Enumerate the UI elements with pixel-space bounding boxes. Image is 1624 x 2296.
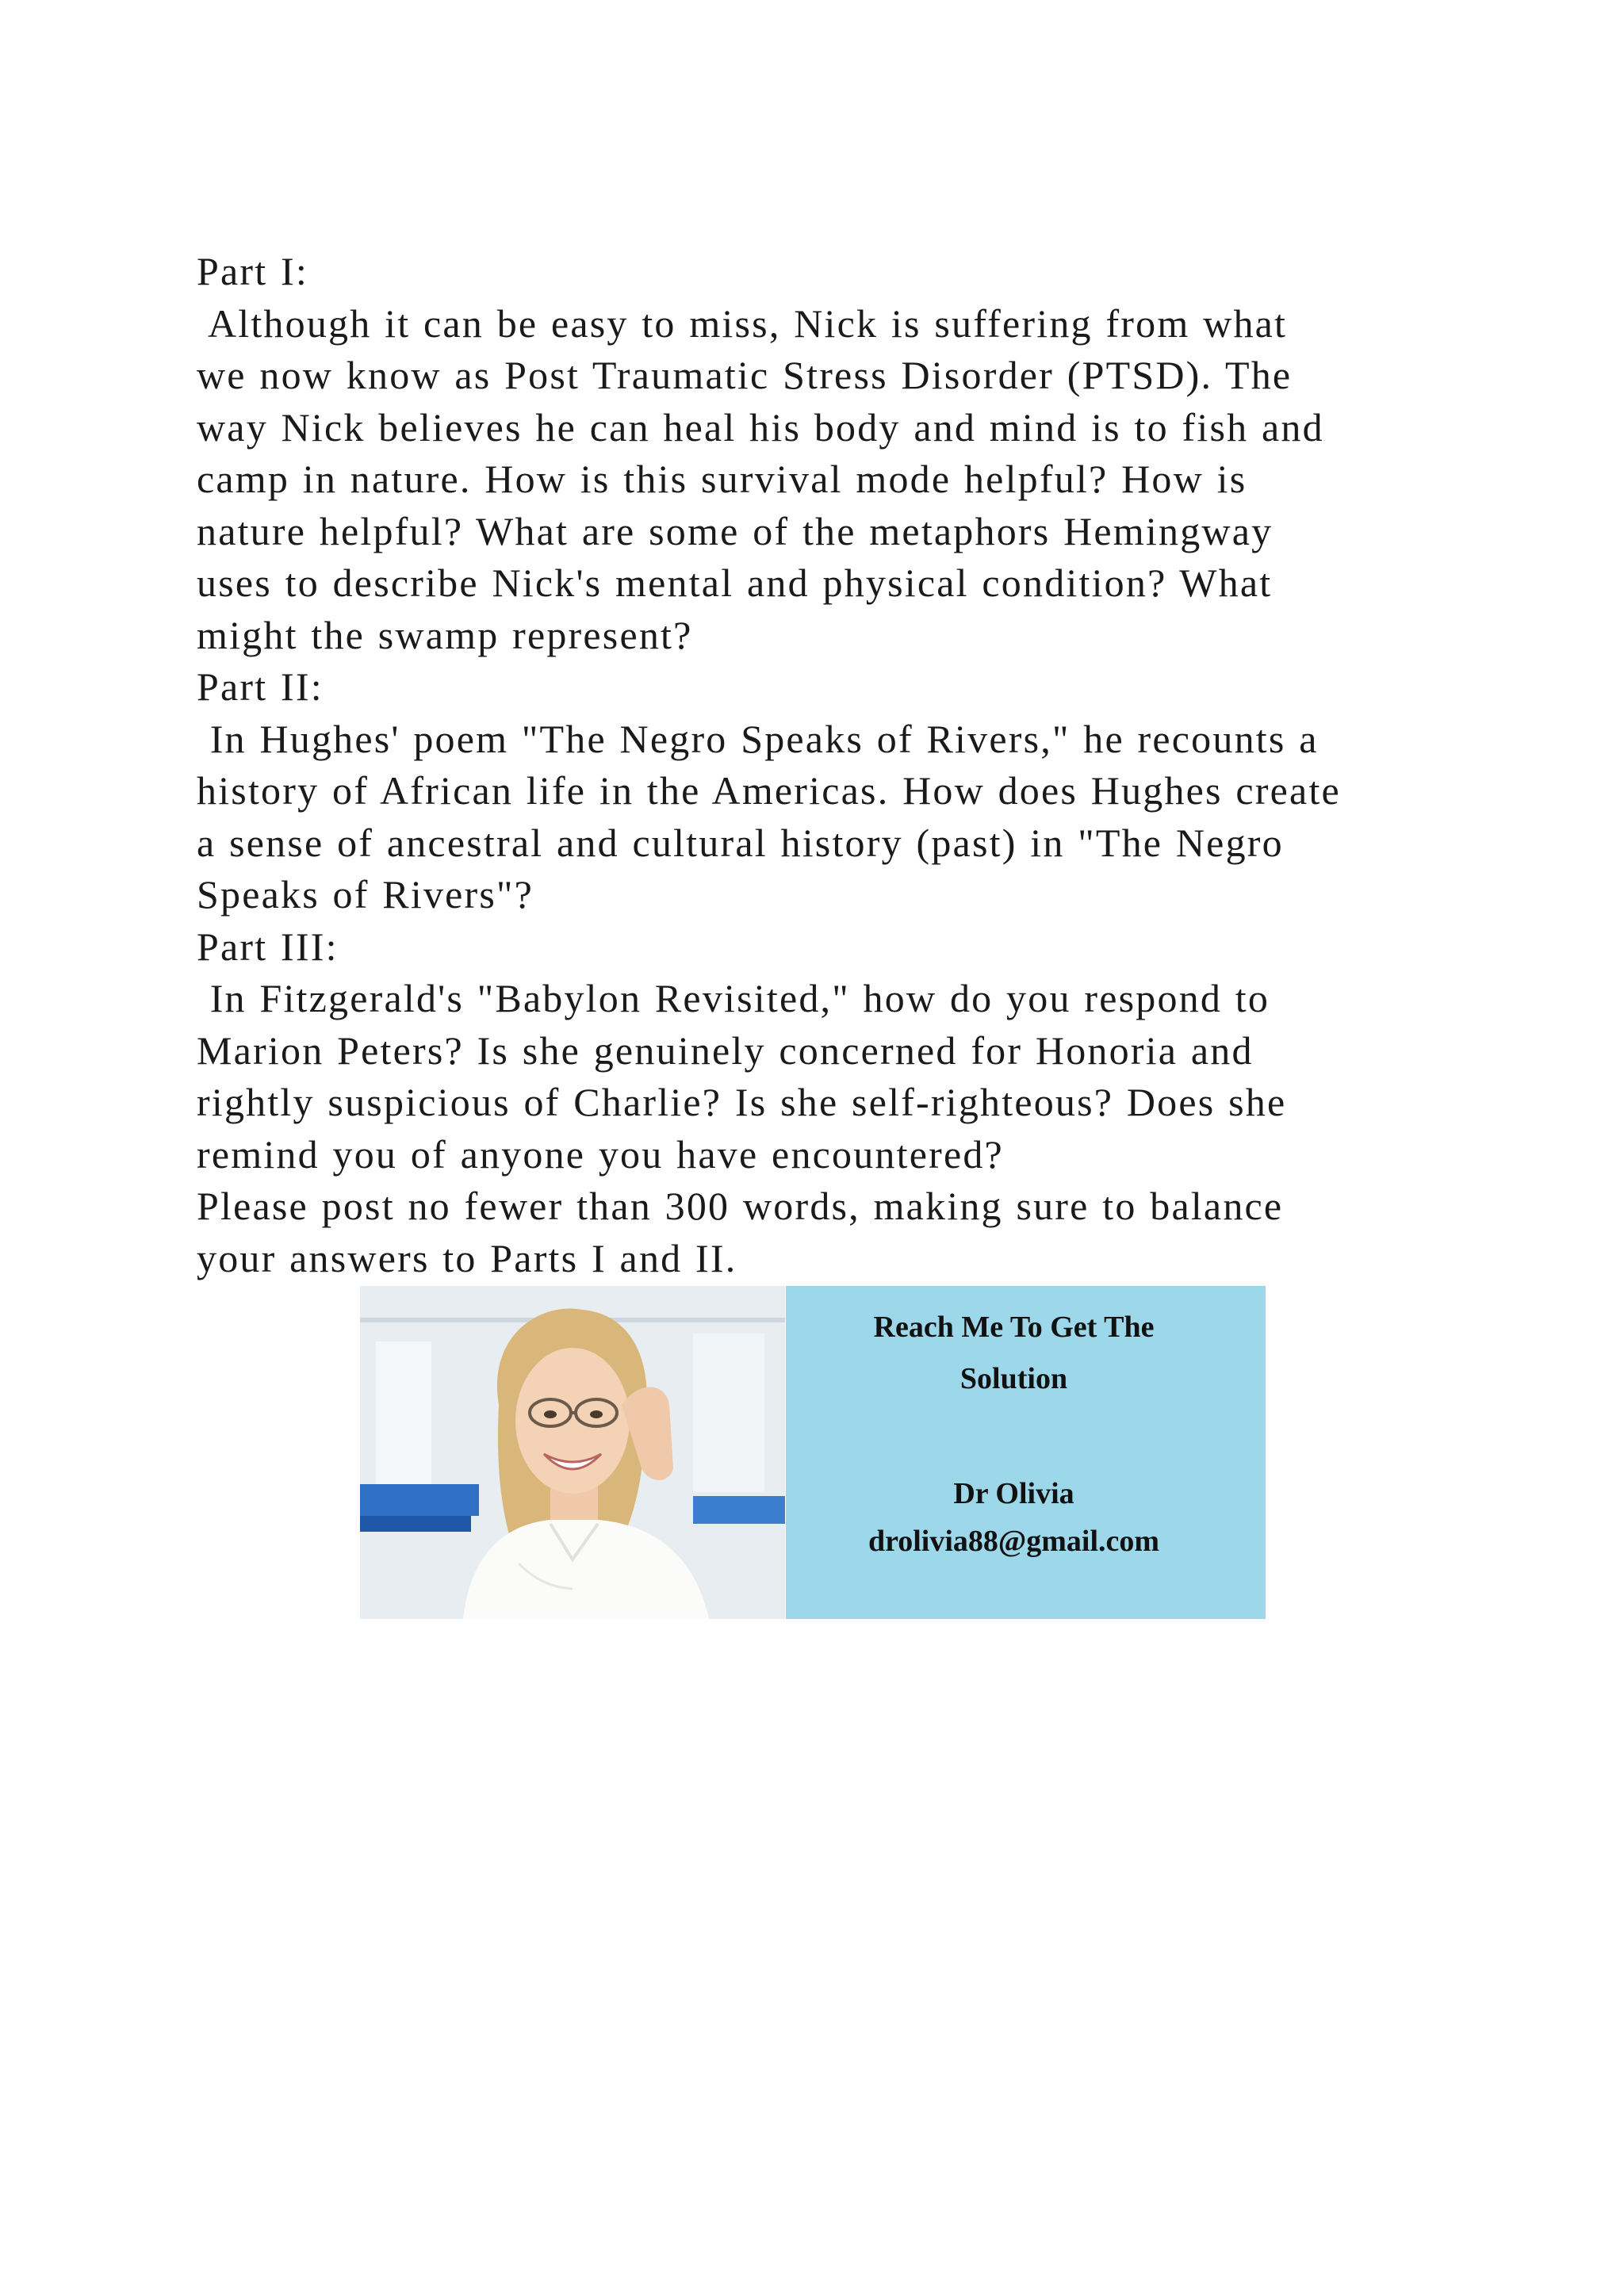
text-line: remind you of anyone you have encountered? xyxy=(197,1131,1004,1177)
smiling-woman-photo-icon xyxy=(360,1286,785,1619)
text-line: In Fitzgerald's "Babylon Revisited," how do you respond to xyxy=(197,976,1270,1020)
contact-email: drolivia88@gmail.com xyxy=(868,1525,1160,1558)
text-line: Marion Peters? Is she genuinely concerned for Honoria and xyxy=(197,1027,1254,1073)
promo-subheading: Solution xyxy=(959,1362,1068,1395)
instructions-line: Please post no fewer than 300 words, making sure to balance xyxy=(197,1184,1284,1228)
text-line: way Nick believes he can heal his body and mind is to fish and xyxy=(197,404,1324,450)
text-line: uses to describe Nick's mental and physical condition? What xyxy=(197,561,1273,605)
text-line: nature helpful? What are some of the metaphors Hemingway xyxy=(197,508,1274,553)
text-line: camp in nature. How is this survival mode helpful? How is xyxy=(197,457,1247,501)
contact-panel xyxy=(786,1286,1266,1619)
contact-name: Dr Olivia xyxy=(953,1477,1074,1510)
part-two-heading: Part II: xyxy=(197,664,324,709)
instructions-line: your answers to Parts I and II. xyxy=(197,1235,737,1280)
text-line: a sense of ancestral and cultural history (past) in "The Negro xyxy=(197,820,1284,865)
text-line: might the swamp represent? xyxy=(197,612,693,657)
part-one-heading: Part I: xyxy=(197,249,308,293)
text-line: we now know as Post Traumatic Stress Disorder (PTSD). The xyxy=(197,353,1293,397)
text-line: Speaks of Rivers"? xyxy=(197,872,534,916)
promo-heading: Reach Me To Get The xyxy=(873,1311,1155,1344)
promo-banner xyxy=(360,1286,1266,1619)
text-line: In Hughes' poem "The Negro Speaks of Rivers," he recounts a xyxy=(197,716,1319,761)
document-body xyxy=(197,246,1465,1284)
part-three-heading: Part III: xyxy=(197,924,339,969)
text-line: Although it can be easy to miss, Nick is suffering from what xyxy=(197,300,1288,346)
text-line: rightly suspicious of Charlie? Is she self-righteous? Does she xyxy=(197,1080,1287,1124)
text-line: history of African life in the Americas. How does Hughes create xyxy=(197,768,1341,813)
